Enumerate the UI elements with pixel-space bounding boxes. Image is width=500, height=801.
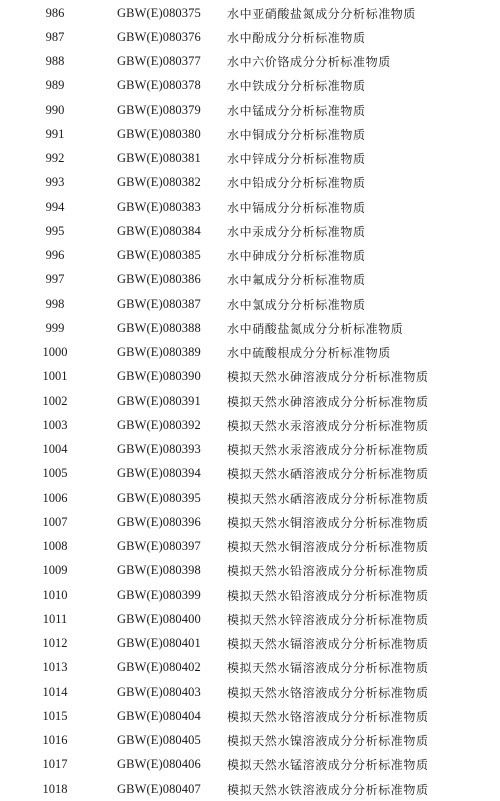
table-row <box>0 680 500 704</box>
standard-code: GBW(E)080393 <box>117 442 201 456</box>
table-row <box>0 510 500 534</box>
standard-name: 水中硫酸根成分分析标准物质 <box>227 346 391 360</box>
row-number: 993 <box>45 175 65 190</box>
standard-code: GBW(E)080399 <box>117 587 201 602</box>
standard-code: GBW(E)080397 <box>117 539 201 553</box>
standard-code: GBW(E)080401 <box>117 636 201 650</box>
row-number: 1006 <box>42 490 68 505</box>
standard-name: 水中锰成分分析标准物质 <box>227 103 366 118</box>
standard-code: GBW(E)080405 <box>117 733 201 747</box>
standard-code: GBW(E)080379 <box>117 102 201 117</box>
standard-name: 水中亚硝酸盐氮成分分析标准物质 <box>227 6 417 21</box>
standard-code: GBW(E)080395 <box>117 490 201 505</box>
standard-code: GBW(E)080394 <box>117 466 201 481</box>
standard-name: 模拟天然水硒溶液成分分析标准物质 <box>227 467 429 482</box>
table-row <box>0 195 500 219</box>
standard-code: GBW(E)080398 <box>117 563 201 578</box>
table-row <box>0 583 500 607</box>
standard-code: GBW(E)080381 <box>117 151 201 165</box>
row-number: 1004 <box>42 442 68 456</box>
row-number: 998 <box>45 296 65 311</box>
table-row <box>0 341 500 365</box>
row-number: 992 <box>45 151 65 165</box>
table-row <box>0 777 500 801</box>
standard-name: 水中六价铬成分分析标准物质 <box>227 55 391 69</box>
row-number: 995 <box>45 223 65 238</box>
table-row <box>0 219 500 243</box>
table-row <box>0 98 500 122</box>
standard-name: 水中铁成分分析标准物质 <box>227 79 366 94</box>
standard-name: 模拟天然水硒溶液成分分析标准物质 <box>227 491 429 506</box>
standard-code: GBW(E)080383 <box>117 199 201 214</box>
standard-name: 模拟天然水镉溶液成分分析标准物质 <box>227 661 429 676</box>
standard-name: 模拟天然水锰溶液成分分析标准物质 <box>227 758 429 773</box>
standard-name: 模拟天然水铅溶液成分分析标准物质 <box>227 564 429 579</box>
table-row <box>0 147 500 171</box>
standard-name: 模拟天然水铜溶液成分分析标准物质 <box>227 540 429 554</box>
standard-code: GBW(E)080378 <box>117 78 201 93</box>
row-number: 1005 <box>42 466 68 481</box>
standard-code: GBW(E)080389 <box>117 345 201 359</box>
table-row <box>0 535 500 559</box>
table-row <box>0 389 500 413</box>
standard-name: 模拟天然水镉溶液成分分析标准物质 <box>227 637 429 651</box>
standard-name: 模拟天然水铜溶液成分分析标准物质 <box>227 515 429 530</box>
standard-code: GBW(E)080390 <box>117 369 201 384</box>
table-row <box>0 656 500 680</box>
table-row <box>0 25 500 49</box>
table-row <box>0 244 500 268</box>
table-row <box>0 50 500 74</box>
table-row <box>0 74 500 98</box>
standard-name: 模拟天然水铁溶液成分分析标准物质 <box>227 782 429 797</box>
standard-code: GBW(E)080406 <box>117 757 201 772</box>
standard-name: 模拟天然水铬溶液成分分析标准物质 <box>227 685 429 700</box>
standard-name: 水中锌成分分析标准物质 <box>227 152 366 166</box>
standard-code: GBW(E)080385 <box>117 248 201 262</box>
row-number: 994 <box>45 199 65 214</box>
table-row <box>0 559 500 583</box>
row-number: 991 <box>45 126 65 141</box>
standard-name: 水中铜成分分析标准物质 <box>227 127 366 142</box>
table-row <box>0 704 500 728</box>
row-number: 1014 <box>42 684 68 699</box>
table-row <box>0 292 500 316</box>
row-number: 1013 <box>42 660 68 675</box>
standard-code: GBW(E)080388 <box>117 320 201 335</box>
table-row <box>0 729 500 753</box>
standard-code: GBW(E)080391 <box>117 393 201 408</box>
standard-name: 模拟天然水砷溶液成分分析标准物质 <box>227 370 429 385</box>
standard-code: GBW(E)080376 <box>117 29 201 44</box>
standard-name: 水中酚成分分析标准物质 <box>227 30 366 45</box>
row-number: 1011 <box>42 611 68 626</box>
row-number: 1002 <box>42 393 68 408</box>
row-number: 1010 <box>42 587 68 602</box>
standard-code: GBW(E)080384 <box>117 223 201 238</box>
table-row <box>0 753 500 777</box>
standard-code: GBW(E)080404 <box>117 708 201 723</box>
row-number: 1009 <box>42 563 68 578</box>
table-row <box>0 1 500 25</box>
standard-name: 模拟天然水锌溶液成分分析标准物质 <box>227 612 429 627</box>
table-row <box>0 365 500 389</box>
table-row <box>0 316 500 340</box>
row-number: 999 <box>45 320 65 335</box>
row-number: 989 <box>45 78 65 93</box>
standard-code: GBW(E)080407 <box>117 781 201 796</box>
row-number: 1012 <box>42 636 68 650</box>
table-row <box>0 122 500 146</box>
row-number: 1015 <box>42 708 68 723</box>
row-number: 1016 <box>42 733 68 747</box>
standard-name: 模拟天然水砷溶液成分分析标准物质 <box>227 394 429 409</box>
table-row <box>0 171 500 195</box>
standard-code: GBW(E)080386 <box>117 272 201 287</box>
standard-code: GBW(E)080402 <box>117 660 201 675</box>
standard-code: GBW(E)080387 <box>117 296 201 311</box>
table-row <box>0 486 500 510</box>
row-number: 997 <box>45 272 65 287</box>
table-row <box>0 268 500 292</box>
standard-name: 模拟天然水汞溶液成分分析标准物质 <box>227 443 429 457</box>
standard-code: GBW(E)080396 <box>117 514 201 529</box>
standard-name: 模拟天然水铬溶液成分分析标准物质 <box>227 709 429 724</box>
table-row <box>0 462 500 486</box>
row-number: 988 <box>45 54 65 68</box>
row-number: 996 <box>45 248 65 262</box>
row-number: 986 <box>45 5 65 20</box>
standard-name: 水中氯成分分析标准物质 <box>227 297 366 312</box>
row-number: 1007 <box>42 514 68 529</box>
standard-code: GBW(E)080380 <box>117 126 201 141</box>
standard-code: GBW(E)080392 <box>117 417 201 432</box>
standard-code: GBW(E)080382 <box>117 175 201 190</box>
row-number: 1008 <box>42 539 68 553</box>
standard-name: 水中镉成分分析标准物质 <box>227 200 366 215</box>
standard-name: 模拟天然水铅溶液成分分析标准物质 <box>227 588 429 603</box>
standard-code: GBW(E)080400 <box>117 611 201 626</box>
standard-name: 水中硝酸盐氮成分分析标准物质 <box>227 321 404 336</box>
table-row <box>0 413 500 437</box>
standard-code: GBW(E)080375 <box>117 5 201 20</box>
standard-name: 水中汞成分分析标准物质 <box>227 224 366 239</box>
standard-name: 模拟天然水镍溶液成分分析标准物质 <box>227 734 429 748</box>
row-number: 1003 <box>42 417 68 432</box>
standard-name: 水中铅成分分析标准物质 <box>227 176 366 191</box>
row-number: 1000 <box>42 345 68 359</box>
table-row <box>0 632 500 656</box>
standard-code: GBW(E)080377 <box>117 54 201 68</box>
row-number: 1017 <box>42 757 68 772</box>
row-number: 990 <box>45 102 65 117</box>
row-number: 1018 <box>42 781 68 796</box>
standard-code: GBW(E)080403 <box>117 684 201 699</box>
table-row <box>0 607 500 631</box>
standard-name: 水中砷成分分析标准物质 <box>227 249 366 263</box>
standard-name: 水中氟成分分析标准物质 <box>227 273 366 288</box>
row-number: 987 <box>45 29 65 44</box>
row-number: 1001 <box>42 369 68 384</box>
table-row <box>0 438 500 462</box>
standard-name: 模拟天然水汞溶液成分分析标准物质 <box>227 418 429 433</box>
